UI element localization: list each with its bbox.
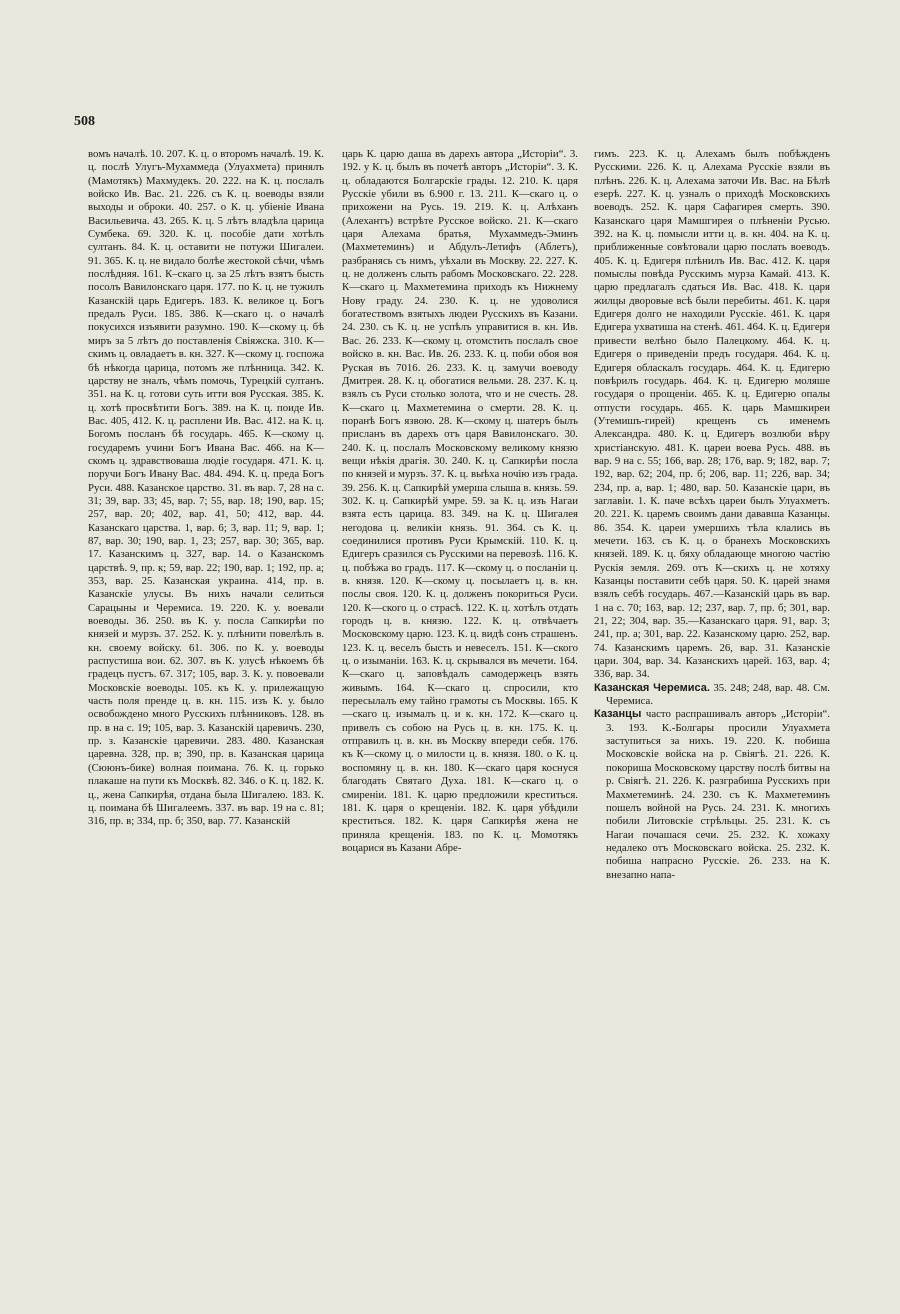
entry-text: 35. 248; 248, вар. 48. См. Черемиса. bbox=[606, 681, 831, 708]
entry-heading: Казанская Черемиса. bbox=[594, 681, 710, 694]
index-text: царь К. царю даша въ дарехъ автора „Исторіи“. 3. 192. у К. ц. былъ въ почетѣ авторъ „Исторіи“. 3. К. ц. обладаются Болгарскіе грады. 12. 210. К. царя Русскіе убили въ 6.900 г. 13. 211. К—скаго ц. о прихожени на Русь. 19. 219. К. ц. Алѣханъ (Алехантъ) встрѣте Русское войско. 21. К—скаго царя Алехама братья, Мухаммедъ-Эминъ (Махметеминъ) и Абдулъ-Летифъ (Аблетъ), разбранясь съ нимъ, уѣхали въ Москву. 22. 227. К. ц. не долженъ слыть рабомъ Московскаго. 22. 228. К—скаго ц. Махметемина приходъ къ Нижнему Нову граду. 24. 230. К. ц. не удоволися богатествомъ взятыхъ людеи Русскихъ въ Казани. 24. 230. съ К. ц. не успѣлъ управитися в. кн. Ив. Вас. 26. 233. К—скому ц. отомстить послалъ свое войско в. кн. Вас. Ив. 26. 233. К. ц. поби обоя воя Руская въ 7016. 26. 233. К. ц. замучи воеводу Дмитрея. 28. К. ц. обогатися вельми. 28. 237. К. ц. взялъ съ Руси столько золота, что и не счесть. 28. К—скаго ц. Махметемина о смерти. 28. К. ц. поранѣ Богъ язвою. 28. К—скому ц. шатеръ былъ присланъ въ дарехъ отъ царя Вавилонскаго. 30. 240. К. ц. послалъ Московскому великому князю вещи нѣкія драгія. 30. 240. К. ц. Сапкирѣи посла по князей и мурзъ. 37. К. ц. выѣха ночію изъ града. 39. 256. К. ц. Сапкирѣй умерша слыша в. князь. 59. 302. К. ц. Сапкирѣй умре. 59. за К. ц. изъ Нагаи взята есть царица. 83. 349. на К. ц. Шигалея негодова ц. великіи князь. 91. 364. съ К. ц. соединилися противъ Руси Крымскій. 110. К. ц. Едигеръ сразился съ Русскими на перевозѣ. 116. К. ц. побѣжа во градъ. 117. К—скому ц. о посланіи ц. в. князя. 120. К—скому ц. посылаетъ ц. в. кн. послы своя. 120. К. ц. долженъ покориться Руси. 120. К—ского ц. о страсѣ. 122. К. ц. хотѣлъ отдать городъ ц. в. князю. 122. К. ц. отвѣчаетъ Московскому царю. 123. К. ц. видѣ сонъ страшенъ. 123. К. ц. веселъ бысть и невеселъ. 151. К—ского ц. о изыманіи. 163. К. ц. скрывался въ мечети. 164. К—скаго ц. заповѣдалъ самодержецъ взять живымъ. 164. К—скаго ц. спросили, кто пересылалъ ему тайно грамоты съ Москвы. 165. К—скаго ц. изымалъ ц. и к. кн. 172. К—скаго ц. привелъ съ собою на Русь ц. в. кн. 175. К. ц. отправилъ ц. в. кн. въ Москву впереди себя. 176. къ К—скому ц. о милости ц. в. князя. 180. о К. ц. воспомяну ц. в. кн. 180. К—скаго царя коснуся благодать Святаго Духа. 181. К—скаго ц. о смиреніи. 181. К. царю предложили креститься. 181. К. царя о крещеніи. 182. К. царя убѣдили креститься. 182. К. царя Сапкирѣя жена не приняла крещенія. 183. по К. ц. Момотякъ воцарися въ Казани Абре- bbox=[342, 148, 578, 854]
entry-text: часто распрашивалъ авторъ „Исторіи“. 3. 193. К.-Болгары просили Улуахмета заступиться за нихъ. 19. 220. К. побиша Московскіе войска на р. Свіягѣ. 21. 226. К. покориша Московскому царству послѣ битвы на р. Свіягѣ. 21. 226. К. разграбиша Русскихъ при Махметеминѣ. 24. 230. съ К. Махметеминъ пошелъ войной на Русь. 24. 231. К. многихъ побили Литовскіе стрѣльцы. 25. 231. К. съ Нагаи почашася сечи. 25. 232. К. хожаху недалеко отъ Московскаго войска. 25. 232. К. побиша напрасно Русскіе. 26. 233. на К. внезапно напа- bbox=[606, 708, 831, 881]
index-entry bbox=[594, 708, 830, 881]
index-column-3 bbox=[594, 148, 830, 882]
entry-heading: Казанцы bbox=[594, 708, 642, 721]
index-column-1 bbox=[88, 148, 324, 829]
index-entry bbox=[594, 682, 830, 709]
index-text: гимъ. 223. К. ц. Алехамъ былъ побѣжденъ Русскими. 226. К. ц. Алехама Русскіе взяли въ плѣнъ. 226. К. ц. Алехама заточи Ив. Вас. на Бѣлѣ езерѣ. 227. К. ц. узналъ о приходѣ Московскихъ воеводъ. 252. К. царя Сафагирея смерть. 390. Казанскаго царя Мамшгирея о плѣненіи Русью. 392. на К. ц. помысли итти ц. в. кн. 404. на К. ц. приближенные совѣтовали царю послать воеводъ. 405. К. ц. Едигеря плѣнилъ Ив. Вас. 412. К. царя помыслы повѣда Русскимъ мурза Камай. 413. К. царю предлагалъ сдаться Ив. Вас. 418. К. царя жилцы дворовые всѣ были перебиты. 461. К. царя Едигеря долго не находили Русскіе. 461. К. царя Едигера ухватиша на стенѣ. 461. 464. К. ц. Едигеря привести велѣно было Палецкому. 464. К. ц. Едигеря о приведеніи предъ государя. 464. К. ц. Едигеря обласкалъ государь. 464. К. ц. Едигерю повѣрилъ государь. 464. К. ц. Едигерю моляше государя о прощеніи. 465. К. ц. Едигерю опалы отпусти государь. 465. К. царь Мамшкиреи (Утемишъ-гирей) крещенъ съ именемъ Александра. 480. К. ц. Едигеръ возлюби вѣру христіанскую. 481. К. цареи воева Русь. 488. въ вар. 9 на с. 55; 166, вар. 28; 176, вар. 9; 182, вар. 7; 192, вар. 62; 204, пр. б; 206, вар. 11; 226, вар. 34; 234, пр. а, вар. 1; 480, вар. 50. Казанскіе цари, въ заглавіи. 1. К. паче всѣхъ цареи былъ Улуахметъ. 20. 221. К. царемъ своимъ дани дававша Казанцы. 86. 354. К. цареи умершихъ тѣла клались въ мечети. 163. съ К. ц. о бранехъ Московскихъ князей. 189. К. ц. бяху обладающе многою частію Рускія земля. 269. отъ К—скихъ ц. не хотяху Казанцы поставити себѣ царя. 50. К. царей знамя взялъ себѣ государь. 467.—Казанскій царь въ вар. 1 на с. 70; 163, вар. 12; 237, вар. 7, пр. б; 301, вар. 21, 22; 304, вар. 35.—Казанскаго царя. 91, вар. 3; 241, пр. а; 301, вар. 22. Казанскому царю. 252, вар. 74. Казанскимъ царемъ. 26, вар. 31. Казанскіе цари. 304, вар. 34. Казанскихъ царей. 163, вар. 4; 336, вар. 34. bbox=[594, 148, 830, 681]
index-text: вомъ началѣ. 10. 207. К. ц. о второмъ началѣ. 19. К. ц. послѣ Улугъ-Мухаммеда (Улуахмета) принялъ (Мамотякъ) Махмудекъ. 20. 222. на К. ц. послалъ войско Ив. Вас. 21. 226. съ К. ц. воеводы взяли выходы и оброки. 40. 257. о К. ц. убіеніе Ивана Васильевича. 43. 265. К. ц. 5 лѣтъ владѣла царица Сумбека. 69. 320. К. ц. пособіе дати хотѣлъ султанъ. 84. К. ц. оставити не потужи Шигалеи. 91. 365. К. ц. не видало болѣе жестокой сѣчи, чѣмъ послѣдняя. 161. К–скаго ц. за 25 лѣтъ взятъ бысть посолъ Вавилонскаго царя. 177. по К. ц. не тужилъ Казанскій царь Едигеръ. 183. К. великое ц. Богъ предалъ Руси. 185. 386. К—скаго ц. о началѣ покусихся изъявити разумно. 190. К—скому ц. бѣ миръ за 5 лѣтъ до поставленія Свіяжска. 310. К—скимъ ц. овладаетъ в. кн. 327. К—скому ц. госпожа бѣ нѣкогда царица, потомъ же плѣнница. 342. К. царству не зналъ, чѣмъ помочь, Турецкій султанъ. 351. на К. ц. готови суть итти воя Русская. 385. К. ц. хотѣ просвѣтити Богъ. 389. на К. ц. поиде Ив. Вас. 405, 412. К. ц. расплени Ив. Вас. 412. на К. ц. Богомъ посланъ бѣ государь. 465. К—скому ц. государемъ учини Богъ Ивана Вас. 466. на К—скомъ ц. здравствоваша людіе государя. 471. К. ц. поручи Богъ Ивану Вас. 484. 494. К. ц. преда Богъ Руси. 488. Казанское царство. 31. въ вар. 7, 28 на с. 31; 39, вар. 33; 45, вар. 7; 55, вар. 18; 190, вар. 15; 257, вар. 20; 402, вар. 41, 50; 412, вар. 44. Казанскаго царства. 1, вар. 6; 3, вар. 11; 9, вар. 1; 87, вар. 30; 190, вар. 1, 23; 257, вар. 30; 365, вар. 17. Казанскимъ ц. 327, вар. 14. о Казанскомъ царствѣ. 9, пр. к; 59, вар. 22; 190, вар. 1; 192, пр. а; 353, вар. 25. Казанская украина. 414, пр. в. Казанскіе улусы. Въ нихъ начали селиться Сарацыны и Черемиса. 19. 220. К. у. воевали воеводы. 36. 250. въ К. у. послa Сапкирѣи по князей и мурзъ. 37. 252. К. у. плѣнити повелѣлъ в. кн. своему войску. 61. 306. по К. у. воеводы распустиша вои. 62. 307. въ К. улусѣ нѣкоемъ бѣ градецъ пустъ. 67. 317; 105, вар. 3. К. у. повоевали Московскіе воеводы. 105. къ К. у. прилежащую часть поля пренде ц. в. кн. 115. изъ К. у. было освобождено много Русскихъ плѣнниковъ. 128. въ пр. в на с. 19; 105, вар. 3. Казанскій царевичъ. 230, пр. з. Казанскіе царевичи. 283. 480. Казанская царевна. 328, пр. в; 390, пр. в. Казанская царица (Сююнъ-бике) волная поимана. 76. К. ц. горько плакаше на пути къ Москвѣ. 82. 346. о К. ц. 182. К. ц., жена Сапкирѣя, отдана была Шигалею. 183. К. ц. поимана бѣ Шигалеемъ. 337. въ вар. 19 на с. 81; 316, пр. в; 334, пр. б; 350, вар. 77. Казанскій bbox=[88, 148, 324, 828]
page-number: 508 bbox=[74, 114, 95, 129]
index-column-2 bbox=[342, 148, 578, 855]
